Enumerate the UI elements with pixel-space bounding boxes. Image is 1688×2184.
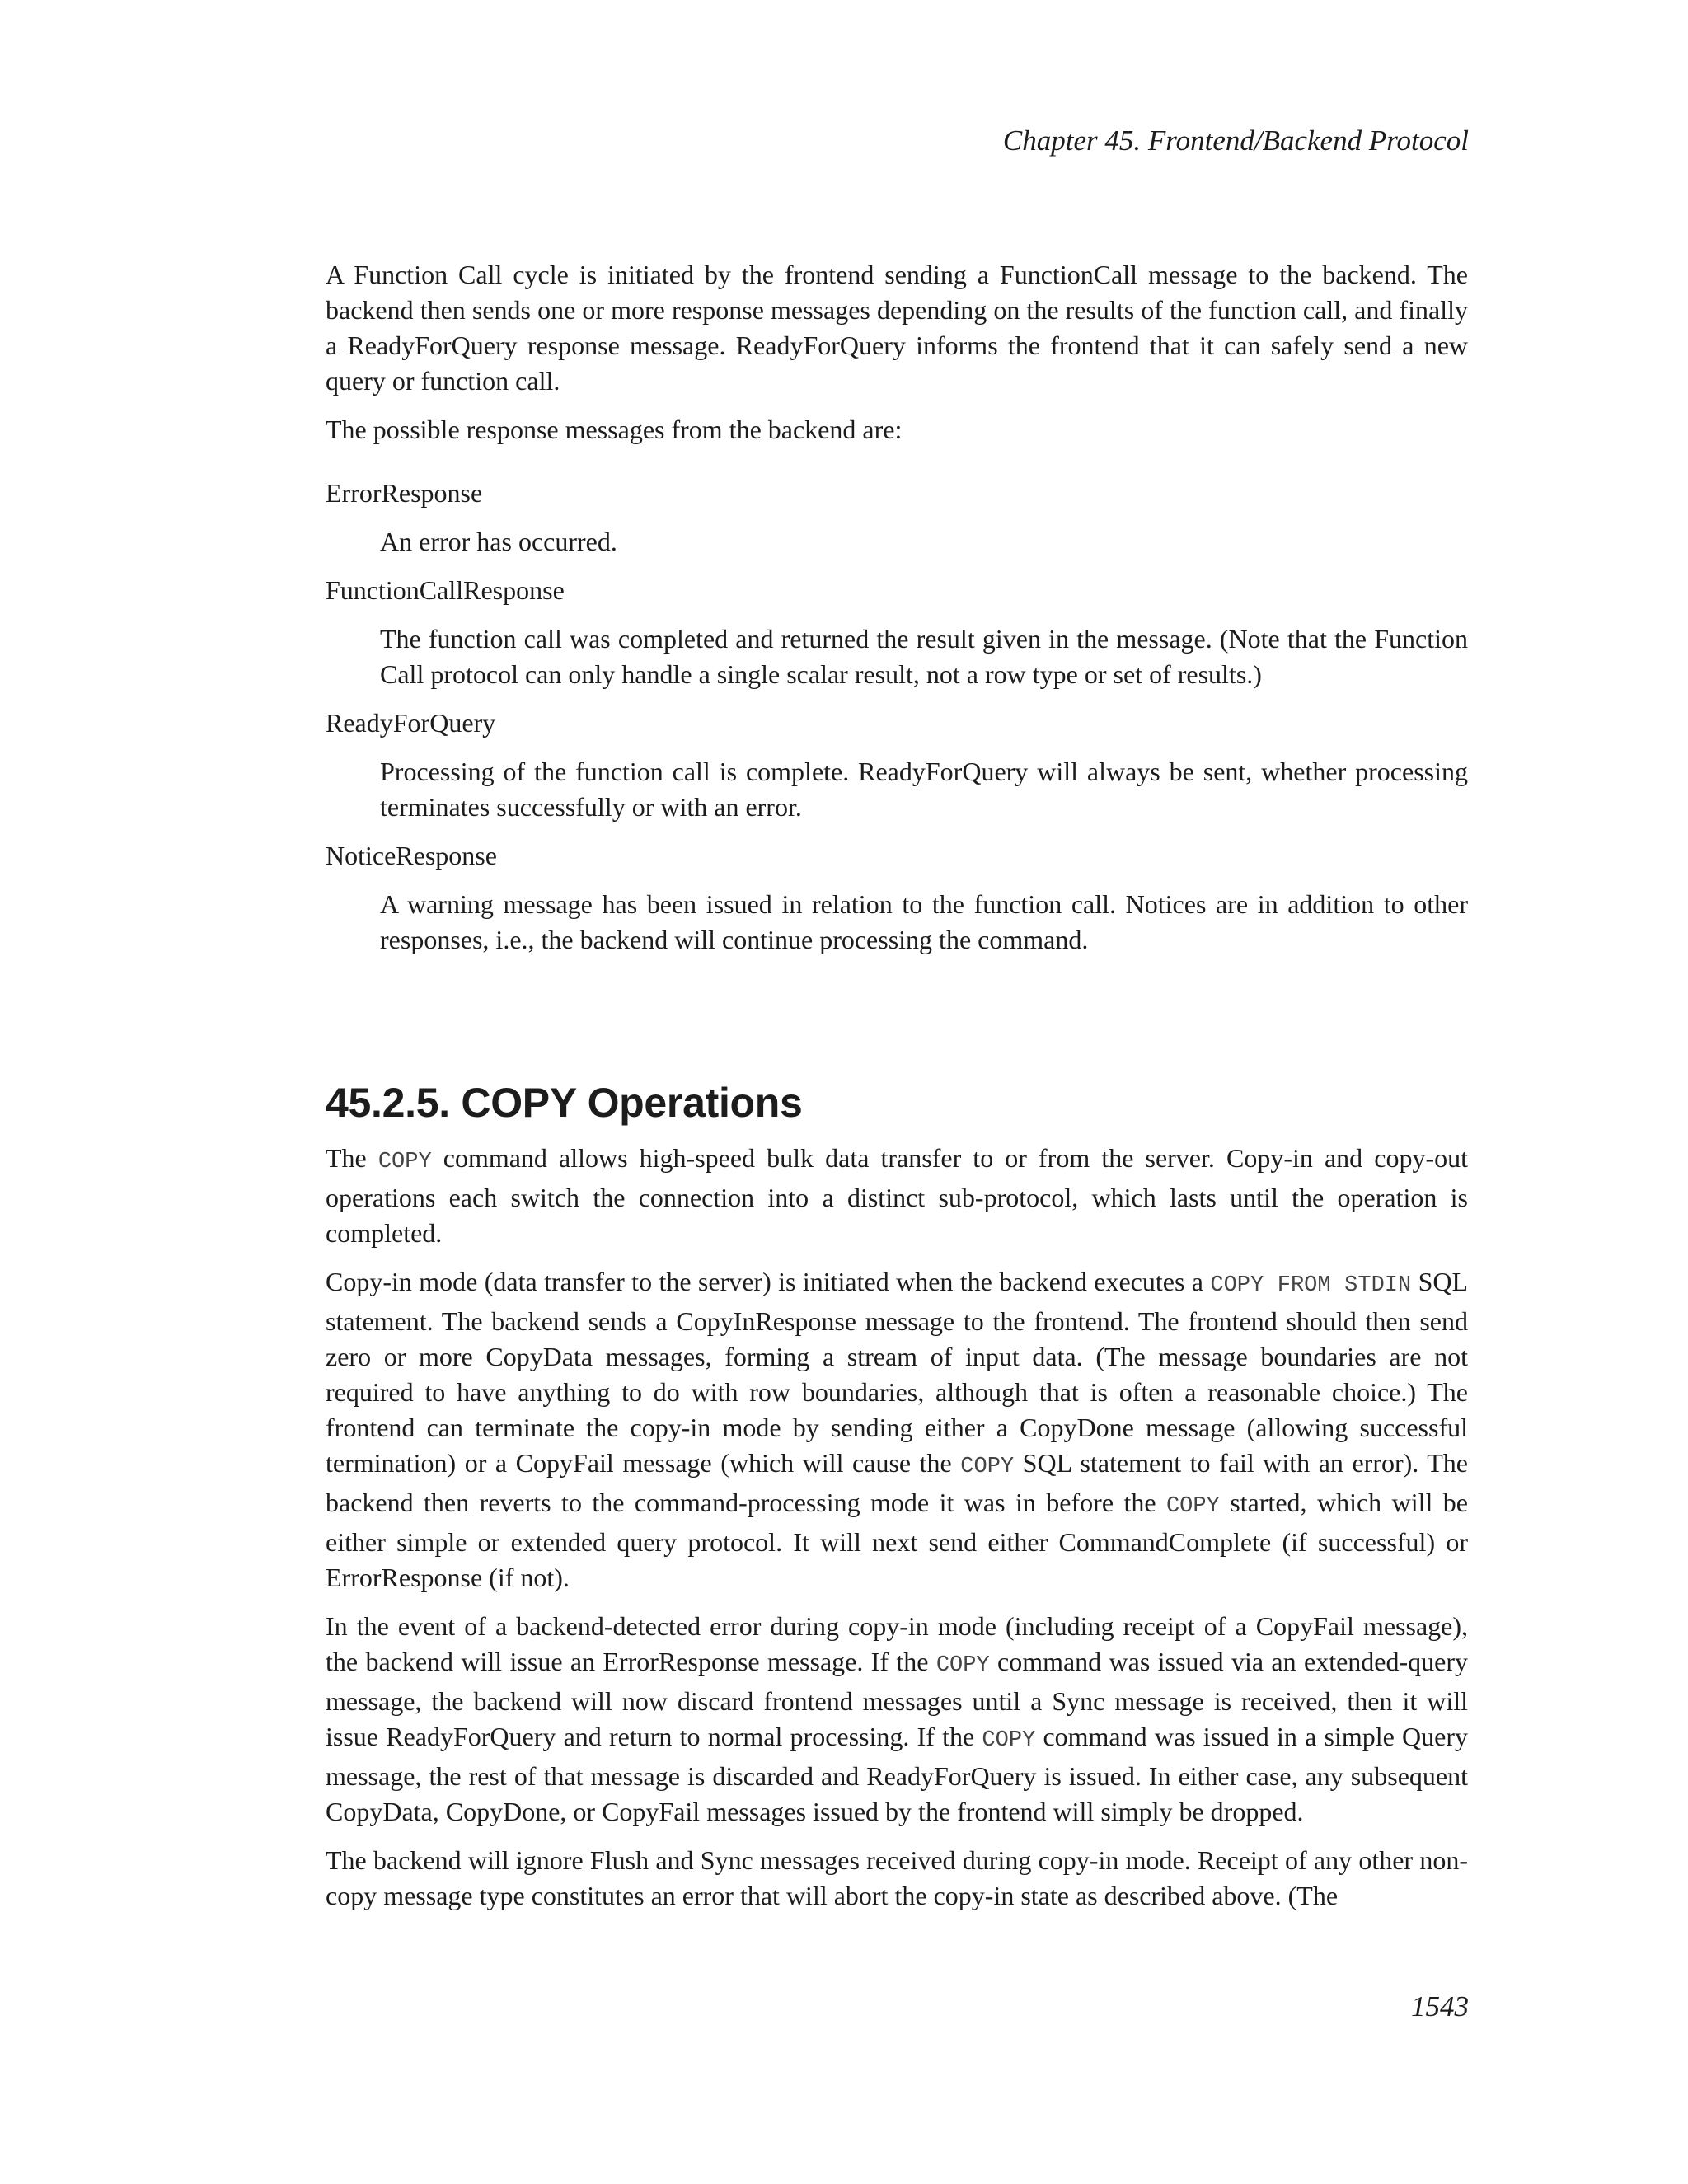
copy-paragraph-3: In the event of a backend-detected error during copy-in mode (including receipt of a CopyFail message), the backend will issue an ErrorResponse message. If the COPY command was issued via an extended-query message, the backend will now discard frontend messages until a Sync message is received, then it will issue ReadyForQuery and return to normal processing. If the COPY command was issued in a simple Query message, the rest of that message is discarded and ReadyForQuery is issued. In either case, any subsequent CopyData, CopyDone, or CopyFail messages issued by the frontend will simply be dropped. — [326, 1611, 1469, 1826]
copy-paragraph-4: The backend will ignore Flush and Sync messages received during copy-in mode. Receipt of any other non-copy message type constitutes an error that will abort the copy-in state as described above. (The — [326, 1845, 1468, 1910]
response-desc-functioncall: The function call was completed and returned the result given in the message. (Note that the Function Call protocol can only handle a single scalar result, not a row type or set of results.) — [380, 624, 1468, 689]
section-heading: 45.2.5. COPY Operations — [326, 1080, 803, 1126]
response-desc-readyforquery: Processing of the function call is complete. ReadyForQuery will always be sent, whether processing terminates successfully or with an error. — [380, 757, 1468, 822]
code-copy: COPY — [935, 1653, 990, 1678]
copy-paragraph-1: The COPY command allows high-speed bulk data transfer to or from the server. Copy-in and copy-out operations each switch the connection into a distinct sub-protocol, which lasts until the operation is completed. — [326, 1143, 1469, 1248]
response-desc-error: An error has occurred. — [380, 527, 617, 556]
response-term-notice: NoticeResponse — [326, 841, 497, 870]
response-list — [326, 476, 1468, 958]
page-content — [326, 257, 1468, 1927]
code-copy: COPY — [1165, 1494, 1220, 1519]
intro-paragraph-2: The possible response messages from the backend are: — [326, 415, 903, 444]
running-header: Chapter 45. Frontend/Backend Protocol — [1002, 124, 1469, 157]
code-copy-from-stdin: COPY FROM STDIN — [1210, 1273, 1412, 1298]
page-number: 1543 — [1411, 1990, 1469, 2022]
intro-paragraph-1: A Function Call cycle is initiated by the frontend sending a FunctionCall message to the backend. The backend then sends one or more response messages depending on the results of the function call, and finally a ReadyForQuery response message. ReadyForQuery informs the frontend that it can safely send a new query or function call. — [326, 260, 1468, 396]
copy-paragraph-2: Copy-in mode (data transfer to the server) is initiated when the backend executes a COPY FROM STDIN SQL statement. The backend sends a CopyInResponse message to the frontend. The frontend should then send zero or more CopyData messages, forming a stream of input data. (The message boundaries are not required to have anything to do with row boundaries, although that is often a reasonable choice.) The frontend can terminate the copy-in mode by sending either a CopyDone message (allowing successful termination) or a CopyFail message (which will cause the COPY SQL statement to fail with an error). The backend then reverts to the command-processing mode it was in before the COPY started, which will be either simple or extended query protocol. It will next send either CommandComplete (if successful) or ErrorResponse (if not). — [326, 1267, 1469, 1592]
response-term-error: ErrorResponse — [326, 478, 483, 508]
response-term-functioncall: FunctionCallResponse — [326, 575, 565, 605]
code-copy: COPY — [960, 1455, 1015, 1479]
response-desc-notice: A warning message has been issued in relation to the function call. Notices are in addition to other responses, i.e., the backend will continue processing the command. — [380, 889, 1468, 954]
code-copy: COPY — [377, 1150, 432, 1174]
response-term-readyforquery: ReadyForQuery — [326, 708, 496, 738]
code-copy: COPY — [982, 1728, 1036, 1753]
